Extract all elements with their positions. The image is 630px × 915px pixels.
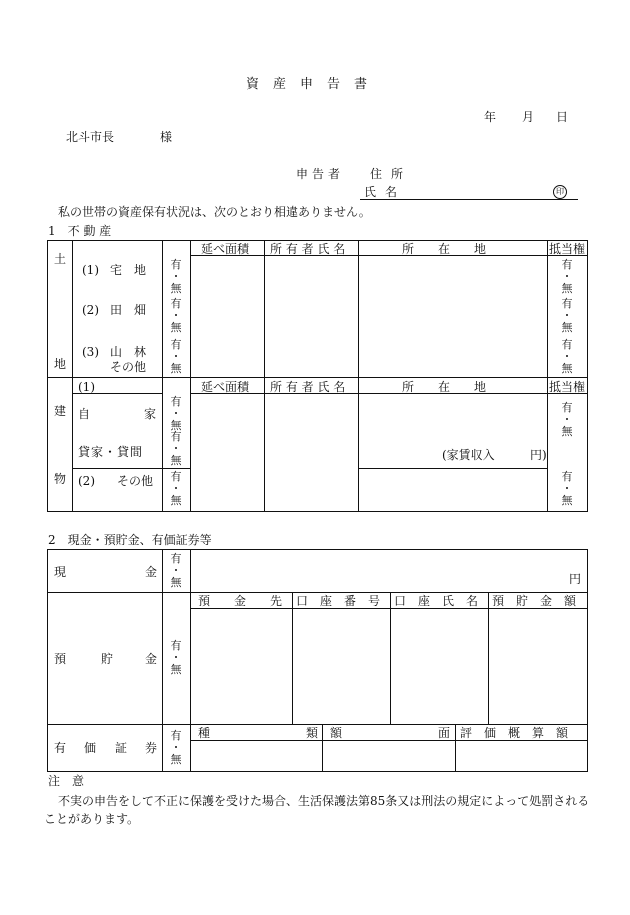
date-day-label: 日 [556, 110, 569, 124]
land-row-1-mortgage-yes-no: 有 ・ 無 [561, 258, 573, 295]
land-row-2-number: (2) [82, 303, 99, 317]
securities-label-3: 証 [115, 741, 128, 755]
own-house-yes-no: 有 ・ 無 [170, 395, 182, 432]
section2-heading: 2 現金・預貯金、有価証券等 [48, 533, 212, 547]
land-row-3-sublabel: その他 [110, 360, 147, 374]
notes-line-1: 不実の申告をして不正に保護を受けた場合、生活保護法第85条又は刑法の規定によって処罰される [58, 794, 590, 808]
date-month-label: 月 [522, 110, 535, 124]
name-underline [360, 199, 578, 200]
cash-label-a: 現 [54, 565, 67, 579]
land-header-location: 所 在 地 [402, 242, 487, 256]
building-header-floor-area: 延べ面積 [201, 380, 250, 394]
notes-heading: 注 意 [48, 774, 85, 788]
deposits-label-2: 貯 [101, 652, 114, 666]
own-house-label-b: 家 [144, 407, 157, 421]
rent-income-unit: 円) [530, 448, 547, 462]
declarant-name-label: 氏名 [364, 185, 407, 199]
deposits-label-3: 金 [145, 652, 158, 666]
building-other-yes-no: 有 ・ 無 [170, 470, 182, 507]
own-house-label-a: 自 [78, 407, 91, 421]
addressee-name: 北斗市長 [66, 130, 115, 144]
securities-header-valuation: 評 価 概 算 額 [460, 726, 569, 740]
building-1-mortgage-yes-no: 有 ・ 無 [561, 401, 573, 438]
rental-yes-no: 有 ・ 無 [170, 430, 182, 467]
land-row-1-label: 宅 地 [110, 263, 147, 277]
securities-label-4: 券 [145, 741, 158, 755]
seal-mark: 印 [553, 185, 567, 199]
cash-yes-no: 有 ・ 無 [170, 552, 182, 589]
securities-yes-no: 有 ・ 無 [170, 729, 182, 766]
rent-income-label: (家賃収入 [442, 448, 495, 462]
declarant-label: 申告者 [296, 167, 345, 181]
section1-heading: 1 不 動 産 [48, 224, 112, 238]
land-row-3-mortgage-yes-no: 有 ・ 無 [561, 338, 573, 375]
statement-text: 私の世帯の資産保有状況は、次のとおり相違ありません。 [58, 205, 371, 219]
securities-header-kind-a: 種 [198, 726, 211, 740]
page-title: 資産申告書 [246, 77, 382, 92]
land-header-floor-area: 延べ面積 [201, 242, 250, 256]
land-side-label-top: 土 [54, 252, 67, 266]
building-side-label-bottom: 物 [54, 472, 67, 486]
building-header-mortgage: 抵当権 [549, 380, 586, 394]
building-row-1-number: (1) [78, 380, 95, 394]
land-row-2-mortgage-yes-no: 有 ・ 無 [561, 297, 573, 334]
cash-label-b: 金 [145, 565, 158, 579]
building-2-mortgage-yes-no: 有 ・ 無 [561, 470, 573, 507]
securities-header-kind-b: 類 [306, 726, 319, 740]
land-row-2-yes-no: 有 ・ 無 [170, 297, 182, 334]
date-year-label: 年 [484, 110, 497, 124]
declarant-address-label: 住所 [370, 167, 413, 181]
deposits-header-account-number: 口 座 番 号 [296, 594, 381, 608]
deposits-header-bank: 預 金 先 [198, 594, 283, 608]
building-other-label: その他 [117, 474, 154, 488]
land-row-1-yes-no: 有 ・ 無 [170, 258, 182, 295]
deposits-yes-no: 有 ・ 無 [170, 639, 182, 676]
securities-header-face-value-a: 額 [330, 726, 343, 740]
securities-header-face-value-b: 面 [438, 726, 451, 740]
land-row-1-number: (1) [82, 263, 99, 277]
building-row-2-number: (2) [78, 474, 95, 488]
land-side-label-bottom: 地 [54, 357, 67, 371]
land-header-owner: 所 有 者 氏 名 [270, 242, 346, 256]
securities-label-1: 有 [54, 741, 67, 755]
deposits-label-1: 預 [54, 652, 67, 666]
land-row-2-label: 田 畑 [110, 303, 147, 317]
addressee-honorific: 様 [160, 130, 173, 144]
land-row-3-number: (3) [82, 345, 99, 359]
land-row-3-yes-no: 有 ・ 無 [170, 338, 182, 375]
securities-label-2: 価 [84, 741, 97, 755]
land-row-3-label: 山 林 [110, 345, 147, 359]
cash-unit: 円 [569, 572, 582, 586]
building-header-location: 所 在 地 [402, 380, 487, 394]
building-side-label-top: 建 [54, 404, 67, 418]
building-header-owner: 所 有 者 氏 名 [270, 380, 346, 394]
deposits-header-amount: 預 貯 金 額 [492, 594, 577, 608]
notes-line-2: ことがあります。 [44, 812, 140, 826]
real-estate-table [47, 240, 588, 512]
rental-label: 貸家・貸間 [78, 445, 144, 459]
deposits-header-account-holder: 口 座 氏 名 [394, 594, 479, 608]
land-header-mortgage: 抵当権 [549, 242, 586, 256]
